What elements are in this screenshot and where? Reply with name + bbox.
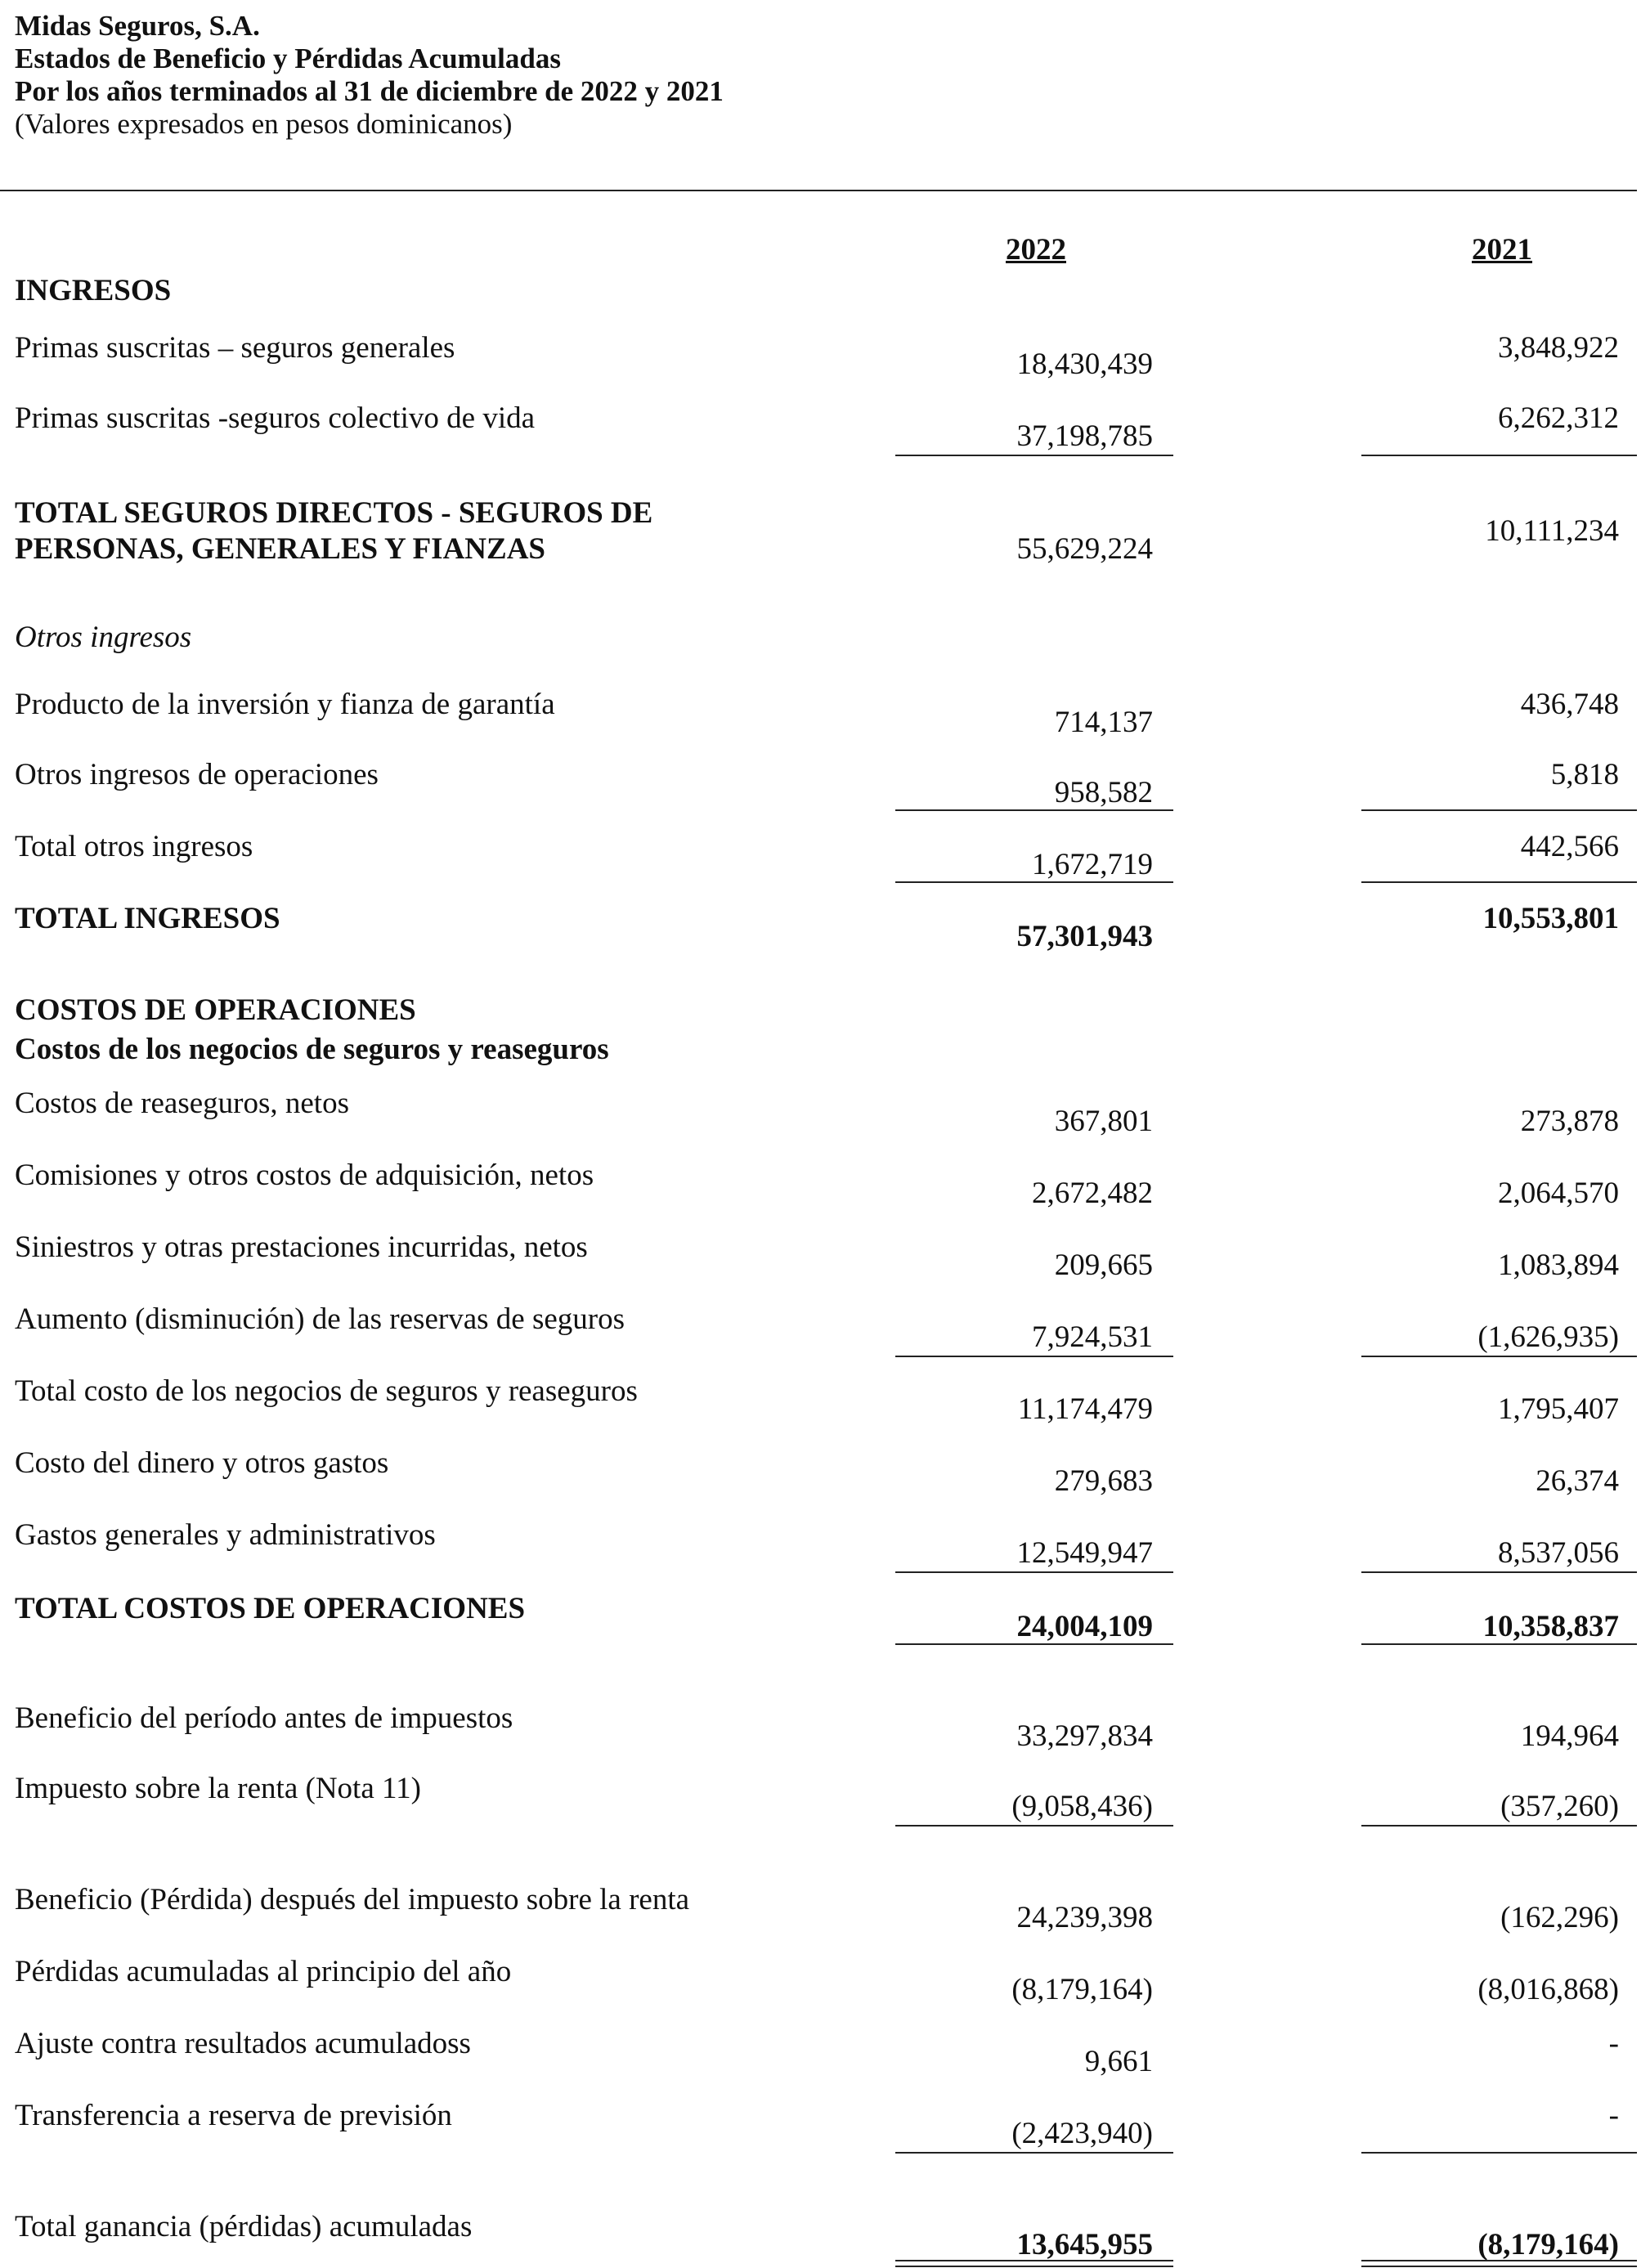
subtotal-rule (1361, 809, 1637, 811)
subtotal-rule (895, 1356, 1173, 1357)
row-label: TOTAL INGRESOS (15, 902, 280, 935)
row-value-2022: (8,179,164) (1011, 1973, 1153, 2006)
row-label: Total ganancia (pérdidas) acumuladas (15, 2210, 473, 2243)
row-value-2021: 6,262,312 (1498, 401, 1619, 435)
row-value-2021: 5,818 (1550, 758, 1619, 791)
row-label: Beneficio (Pérdida) después del impuesto sobre la renta (15, 1883, 690, 1916)
row-value-2021: 26,374 (1536, 1464, 1619, 1498)
row-value-2022: 18,430,439 (1016, 347, 1153, 381)
row-value-2021: 442,566 (1520, 830, 1619, 863)
subtotal-rule (1361, 881, 1637, 883)
row-label: Producto de la inversión y fianza de garantía (15, 688, 555, 721)
subtotal-rule (895, 809, 1173, 811)
row-label: Siniestros y otras prestaciones incurridas, netos (15, 1230, 588, 1264)
row-label: TOTAL SEGUROS DIRECTOS - SEGUROS DE (15, 496, 653, 530)
section-costos-sub: Costos de los negocios de seguros y reaseguros (15, 1033, 609, 1066)
row-value-2022: 57,301,943 (1016, 920, 1153, 953)
row-value-2021: (8,016,868) (1477, 1973, 1619, 2006)
row-label: Costos de reaseguros, netos (15, 1087, 349, 1120)
row-value-2021: 1,795,407 (1498, 1392, 1619, 1426)
row-label: Costo del dinero y otros gastos (15, 1446, 389, 1480)
column-header-2022: 2022 (1006, 233, 1066, 267)
row-value-2021: 194,964 (1520, 1719, 1619, 1753)
row-value-2021: 10,358,837 (1482, 1610, 1619, 1643)
row-value-2021: 10,553,801 (1482, 902, 1619, 935)
row-value-2022: 7,924,531 (1032, 1320, 1153, 1354)
column-header-2021: 2021 (1472, 233, 1532, 267)
statement-title: Estados de Beneficio y Pérdidas Acumuladas (15, 43, 561, 74)
row-value-2022: 2,672,482 (1032, 1177, 1153, 1210)
row-label: Ajuste contra resultados acumuladoss (15, 2027, 471, 2060)
row-label: Otros ingresos de operaciones (15, 758, 379, 791)
section-otros-ingresos: Otros ingresos (15, 621, 192, 654)
row-label: Transferencia a reserva de previsión (15, 2099, 452, 2132)
row-label: Total costo de los negocios de seguros y reaseguros (15, 1374, 638, 1408)
row-value-2022: 55,629,224 (1016, 532, 1153, 566)
row-label: Gastos generales y administrativos (15, 1518, 436, 1552)
subtotal-rule (895, 1825, 1173, 1827)
subtotal-rule (1361, 455, 1637, 456)
row-label-continued: PERSONAS, GENERALES Y FIANZAS (15, 532, 545, 566)
row-label: Primas suscritas -seguros colectivo de vida (15, 401, 536, 435)
row-value-2022: 13,645,955 (1016, 2228, 1153, 2261)
statement-header (15, 10, 724, 141)
row-value-2021: 8,537,056 (1498, 1536, 1619, 1570)
subtotal-rule (1361, 1571, 1637, 1573)
row-label: Pérdidas acumuladas al principio del año (15, 1955, 512, 1988)
grand-total-double-rule (895, 2260, 1173, 2267)
row-value-2022: 714,137 (1054, 706, 1153, 739)
grand-total-double-rule (1361, 2260, 1637, 2267)
row-value-2021: - (1608, 2099, 1619, 2132)
subtotal-rule (895, 1571, 1173, 1573)
row-label: TOTAL COSTOS DE OPERACIONES (15, 1592, 526, 1625)
row-label: Primas suscritas – seguros generales (15, 331, 455, 365)
row-label: Comisiones y otros costos de adquisición, netos (15, 1159, 594, 1192)
row-value-2022: 33,297,834 (1016, 1719, 1153, 1753)
header-divider (0, 190, 1637, 191)
subtotal-rule (895, 2152, 1173, 2154)
subtotal-rule (1361, 2152, 1637, 2154)
row-value-2022: 958,582 (1054, 776, 1153, 809)
subtotal-rule (895, 881, 1173, 883)
subtotal-rule (1361, 1825, 1637, 1827)
row-value-2021: (162,296) (1500, 1901, 1619, 1934)
row-value-2021: (357,260) (1500, 1790, 1619, 1823)
row-value-2022: (2,423,940) (1011, 2117, 1153, 2150)
row-value-2021: (1,626,935) (1477, 1320, 1619, 1354)
row-label: Total otros ingresos (15, 830, 253, 863)
row-value-2022: (9,058,436) (1011, 1790, 1153, 1823)
subtotal-rule (1361, 1643, 1637, 1645)
row-value-2021: 2,064,570 (1498, 1177, 1619, 1210)
row-value-2021: (8,179,164) (1477, 2228, 1619, 2261)
row-value-2022: 9,661 (1084, 2045, 1153, 2078)
subtotal-rule (1361, 1356, 1637, 1357)
row-value-2022: 367,801 (1054, 1105, 1153, 1138)
row-value-2022: 11,174,479 (1017, 1392, 1153, 1426)
row-value-2022: 24,004,109 (1016, 1610, 1153, 1643)
section-ingresos: INGRESOS (15, 274, 172, 307)
subtotal-rule (895, 1643, 1173, 1645)
statement-period: Por los años terminados al 31 de diciembre de 2022 y 2021 (15, 75, 724, 107)
row-value-2022: 1,672,719 (1032, 848, 1153, 881)
row-value-2021: 436,748 (1520, 688, 1619, 721)
row-value-2021: - (1608, 2027, 1619, 2060)
subtotal-rule (895, 455, 1173, 456)
row-label: Aumento (disminución) de las reservas de seguros (15, 1302, 625, 1336)
row-value-2022: 279,683 (1054, 1464, 1153, 1498)
row-value-2021: 273,878 (1520, 1105, 1619, 1138)
row-value-2021: 3,848,922 (1498, 331, 1619, 365)
currency-note: (Valores expresados en pesos dominicanos) (15, 108, 513, 140)
row-value-2022: 12,549,947 (1016, 1536, 1153, 1570)
row-value-2022: 24,239,398 (1016, 1901, 1153, 1934)
section-costos: COSTOS DE OPERACIONES (15, 993, 416, 1027)
row-value-2022: 37,198,785 (1016, 419, 1153, 453)
row-value-2021: 1,083,894 (1498, 1248, 1619, 1282)
company-name: Midas Seguros, S.A. (15, 10, 260, 42)
row-label: Beneficio del período antes de impuestos (15, 1701, 513, 1735)
row-label: Impuesto sobre la renta (Nota 11) (15, 1772, 421, 1805)
row-value-2021: 10,111,234 (1485, 514, 1619, 548)
row-value-2022: 209,665 (1054, 1248, 1153, 1282)
